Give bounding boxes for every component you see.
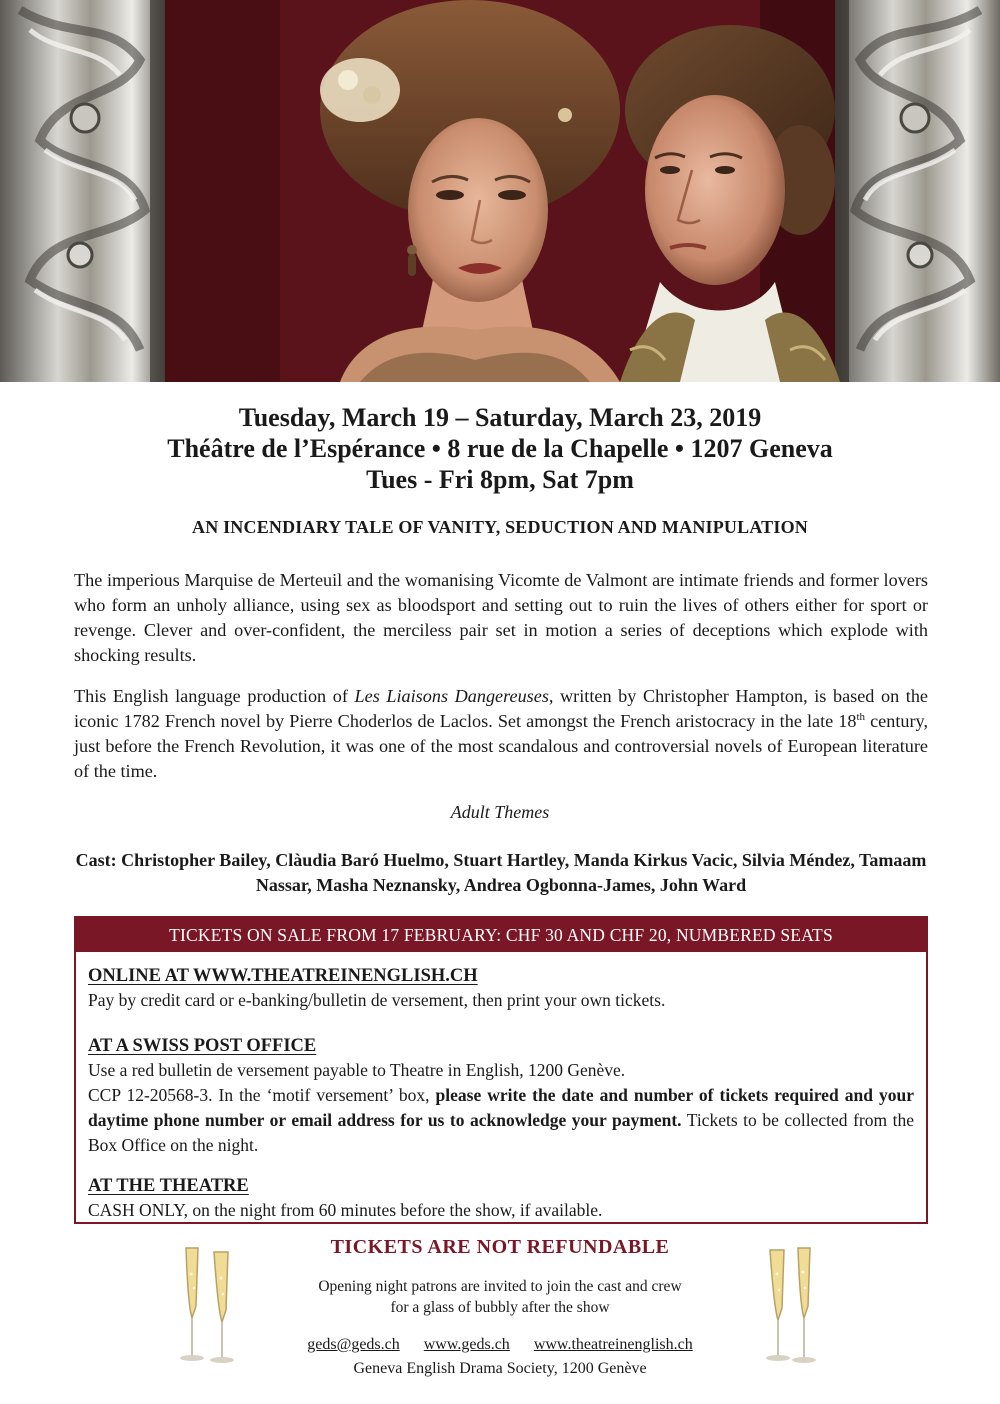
online-title[interactable]: ONLINE AT WWW.THEATREINENGLISH.CH — [88, 966, 478, 986]
production-after-title: , written by Christopher Hampton, is based on the iconic 1782 French novel by Pierre Choderlos de Laclos. Set amongst the French aristocracy in the late 18 — [74, 686, 928, 731]
tickets-header: TICKETS ON SALE FROM 17 FEBRUARY: CHF 30 AND CHF 20, NUMBERED SEATS — [76, 918, 926, 952]
post-office-line2-start: CCP 12-20568-3. In the ‘motif versement’ box, — [88, 1085, 436, 1105]
event-times: Tues - Fri 8pm, Sat 7pm — [366, 465, 634, 494]
theatreinenglish-link[interactable]: www.theatreinenglish.ch — [533, 1336, 693, 1353]
geds-website-link[interactable]: www.geds.ch — [423, 1336, 510, 1353]
ordinal-suffix: th — [856, 710, 866, 723]
post-office-title: AT A SWISS POST OFFICE — [88, 1036, 317, 1056]
theatre-text: CASH ONLY, on the night from 60 minutes before the show, if available. — [88, 1200, 603, 1220]
ornate-frame-left — [0, 0, 165, 382]
online-section — [88, 964, 914, 1013]
production-paragraph — [74, 684, 928, 784]
post-office-line1: Use a red bulletin de versement payable to Theatre in English, 1200 Genève. — [88, 1060, 626, 1080]
post-office-section — [88, 1034, 914, 1158]
event-headline — [0, 402, 1000, 495]
not-refundable-notice: TICKETS ARE NOT REFUNDABLE — [330, 1236, 670, 1258]
production-rest: century, just before the French Revolution, it was one of the most scandalous and controversial novels of European literature of the time. — [74, 711, 928, 781]
post-office-line2-bold: please write the date and number of tickets required and your daytime phone number or email address for us to acknowledge your payment. — [88, 1085, 914, 1130]
post-office-instructions — [88, 1083, 914, 1158]
adult-themes-note: Adult Themes — [450, 802, 550, 822]
opening-night-invite — [0, 1276, 1000, 1318]
online-text: Pay by credit card or e-banking/bulletin de versement, then print your own tickets. — [88, 990, 666, 1010]
society-address: Geneva English Drama Society, 1200 Genève — [353, 1360, 647, 1377]
theatre-title: AT THE THEATRE — [88, 1176, 249, 1196]
hero-photo — [0, 0, 1000, 382]
contact-links — [0, 1336, 1000, 1354]
tagline: AN INCENDIARY TALE OF VANITY, SEDUCTION AND MANIPULATION — [192, 517, 808, 537]
invite-line2: for a glass of bubbly after the show — [390, 1299, 610, 1316]
actor-in-powdered-wig — [600, 20, 840, 382]
invite-line1: Opening night patrons are invited to join the cast and crew — [318, 1278, 682, 1295]
email-link[interactable]: geds@geds.ch — [307, 1336, 400, 1353]
play-title: Les Liaisons Dangereuses — [354, 686, 549, 706]
champagne-glass-icon — [176, 1244, 242, 1368]
ornate-frame-right — [835, 0, 1000, 382]
event-venue: Théâtre de l’Espérance • 8 rue de la Chapelle • 1207 Geneva — [167, 434, 833, 463]
post-office-line2-end: Tickets to be collected from the Box Office on the night. — [88, 1110, 914, 1155]
champagne-glass-icon — [758, 1244, 824, 1368]
theatre-section — [88, 1174, 914, 1223]
tickets-box — [74, 916, 928, 1224]
cast-list: Cast: Christopher Bailey, Clàudia Baró Huelmo, Stuart Hartley, Manda Kirkus Vacic, Silvia Méndez, Tamaam Nassar, Masha Neznansky, Andrea Ogbonna-James, John Ward — [75, 850, 927, 895]
production-intro: This English language production of — [74, 686, 355, 706]
synopsis-paragraph: The imperious Marquise de Merteuil and the womanising Vicomte de Valmont are intimate friends and former lovers who form an unholy alliance, using sex as bloodsport and setting out to ruin the lives of others either for sport or revenge. Clever and over-confident, the merciless pair set in motion a series of deceptions which explode with shocking results. — [74, 570, 928, 665]
event-dates: Tuesday, March 19 – Saturday, March 23, 2019 — [238, 403, 762, 432]
